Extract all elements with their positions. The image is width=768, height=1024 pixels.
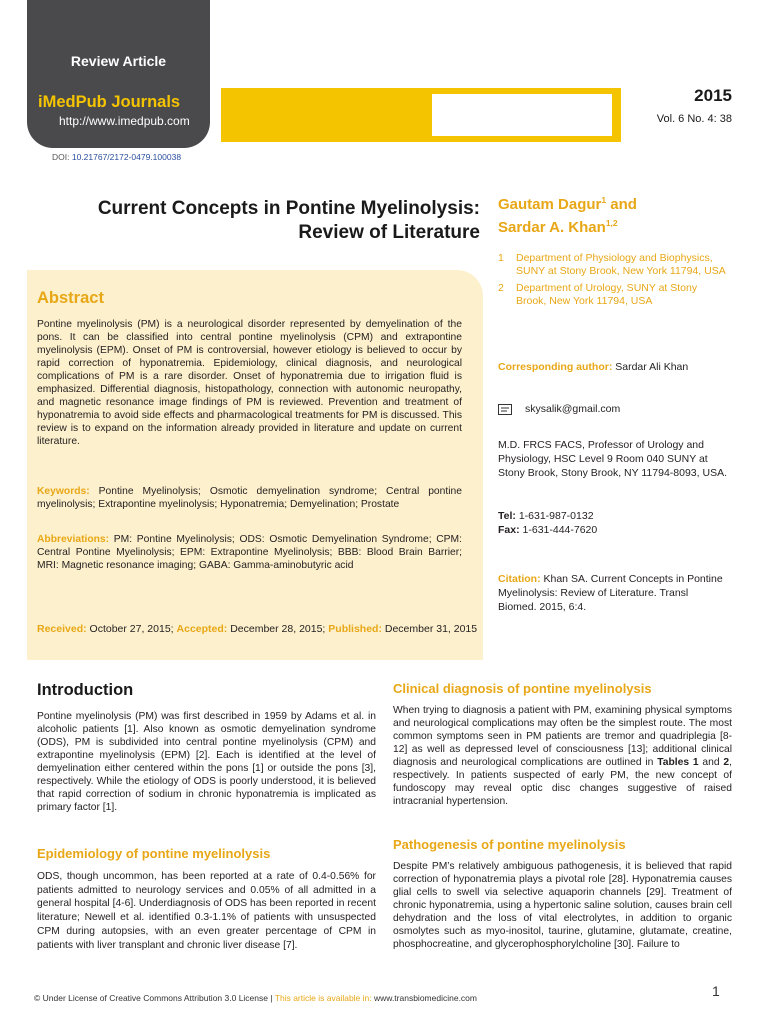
affiliations: [498, 252, 728, 312]
citation: [498, 572, 728, 614]
corresponding-author: [498, 361, 688, 373]
tel-label: Tel:: [498, 510, 516, 522]
keywords: [37, 485, 462, 511]
affiliation-text: Department of Urology, SUNY at Stony Brook, New York 11794, USA: [516, 282, 698, 307]
introduction-text: Pontine myelinolysis (PM) was first described in 1959 by Adams et al. in alcoholic patients [1]. Also known as osmotic demyelination syndrome (ODS), PM is subdivided into central pontine myelinolysis (CPM) and extrapontine myelinolysis (EPM) [2]. Each is identified at the level of demyelination either centered within the pons [1] or outside the pons [3], respectively. While the etiology of ODS is poorly understood, it is believed that rapid correction of sodium in chronic hyponatremia is implicated as primary factor [1].: [37, 711, 376, 813]
postal-address: M.D. FRCS FACS, Professor of Urology and Physiology, HSC Level 9 Room 040 SUNY at Stony Brook, Stony Brook, NY 11794-8093, USA.: [498, 439, 727, 479]
article-title: [60, 197, 480, 245]
abbreviations-label: Abbreviations:: [37, 534, 110, 545]
keywords-label: Keywords:: [37, 486, 90, 497]
epidemiology-heading: Epidemiology of pontine myelinolysis: [37, 846, 271, 861]
tel-line: [498, 509, 597, 523]
journal-header-panel: [27, 0, 210, 148]
title-line-1: Current Concepts in Pontine Myelinolysis:: [97, 198, 480, 219]
doi-label: DOI:: [52, 152, 70, 162]
author-1: Gautam Dagur: [498, 196, 602, 213]
affiliation-text: Department of Physiology and Biophysics, SUNY at Stony Brook, New York 11794, USA: [516, 252, 726, 277]
fax-number: 1-631-444-7620: [522, 524, 598, 536]
tel-number: 1-631-987-0132: [518, 510, 594, 522]
doi: [52, 152, 181, 162]
published-label: Published:: [328, 623, 382, 635]
email-row: [498, 403, 620, 415]
footer: [34, 993, 477, 1003]
license-text: © Under License of Creative Commons Attribution 3.0 License: [34, 993, 268, 1003]
published-date: December 31, 2015: [384, 623, 478, 635]
table-ref-1[interactable]: Tables 1: [657, 757, 699, 768]
received-date: October 27, 2015;: [89, 623, 174, 635]
footer-separator: |: [268, 993, 275, 1003]
doi-link[interactable]: 10.21767/2172-0479.100038: [71, 152, 182, 162]
email-address[interactable]: skysalik@gmail.com: [525, 403, 621, 415]
journal-issn: ISSN 2172-0479: [517, 115, 610, 129]
table-ref-2[interactable]: 2: [723, 757, 730, 768]
affiliation-item: [498, 282, 728, 308]
citation-label: Citation:: [498, 573, 541, 585]
title-line-2: Review of Literature: [298, 222, 480, 243]
journal-info: [395, 98, 610, 130]
clinical-text-and: and: [698, 757, 724, 768]
epidemiology-text: ODS, though uncommon, has been reported at a rate of 0.4-0.56% for patients admitted to neurology services and 0.05% of all admitted in a general hospital [4-6]. Underdiagnosis of ODS has been reported in recent literature; Newell et al. identified 0.3-1.1% of patients with unsuspected CPM during autopsies, with an even greater percentage of CPM in patients with liver transplant and chronic liver disease [7].: [37, 871, 376, 951]
publisher-url[interactable]: http://www.imedpub.com: [59, 114, 190, 128]
fax-label: Fax:: [498, 524, 520, 536]
page-number: 1: [712, 983, 720, 999]
journal-website-link[interactable]: www.transbiomedicine.com: [371, 993, 477, 1003]
contact-numbers: [498, 509, 597, 537]
affiliation-number: 1: [498, 252, 504, 264]
author-and: and: [606, 196, 637, 213]
fax-line: [498, 523, 597, 537]
citation-text: Khan SA. Current Concepts in Pontine Myelinolysis: Review of Literature. Transl Biomed. 2015, 6:4.: [498, 573, 723, 613]
keywords-text: Pontine Myelinolysis; Osmotic demyelination syndrome; Central pontine myelinolysis; Extrapontine myelinolysis; Hyponatremia; Demyelination; Prostate: [37, 486, 462, 510]
clinical-diagnosis-heading: Clinical diagnosis of pontine myelinolysis: [393, 681, 652, 696]
abstract-heading: Abstract: [37, 289, 104, 307]
author-1-affil: 1: [601, 195, 607, 205]
publisher-name: iMedPub Journals: [38, 93, 181, 111]
publication-dates: [37, 622, 480, 636]
abbreviations-text: PM: Pontine Myelinolysis; ODS: Osmotic Demyelination Syndrome; CPM: Central Pontine Myelinolysis; EPM: Extrapontine Myelinolysis; BBB: Blood Brain Barrier; MRI: Magnetic resonance imaging; GABA: Gamma-aminobutyric acid: [37, 534, 462, 571]
affiliation-item: [498, 252, 728, 278]
pathogenesis-text: Despite PM’s relatively ambiguous pathogenesis, it is believed that rapid correction of hyponatremia plays a pivotal role [28]. Hyponatremia causes glial cells to swell via selective aquaporin channels [29]. Treatment of chronic hyponatremia, using a hypertonic saline solution, causes brain cell dehydration and the loss of vital electrolytes, in addition to organic osmolytes such as myo-inositol, taurine, glutamine, glutamate, creatine, phosphocreatine, and glycerophosphorylcholine [30]. Failure to: [393, 861, 732, 950]
journal-name: Translational Biomedicine: [467, 99, 610, 113]
affiliation-number: 2: [498, 282, 504, 294]
author-2-affil: 1,2: [605, 218, 618, 228]
corresponding-label: Corresponding author:: [498, 361, 613, 373]
clinical-text-part-2: , respectively. In patients suspected of early PM, the new concept of fundoscopy may reveal optic disc changes suggestive of raised intracranial hypertension.: [393, 757, 732, 807]
abbreviations: [37, 533, 462, 572]
author-2: Sardar A. Khan: [498, 219, 606, 236]
clinical-diagnosis-text: [393, 704, 732, 808]
publication-year: 2015: [694, 86, 732, 105]
received-label: Received:: [37, 623, 87, 635]
clinical-text-part-1: When trying to diagnosis a patient with PM, examining physical symptoms and neurological complications may often be the simplest route. The most common symptoms seen in PM patients are tremor and quadriplegia [8-12] as well as depressed level of consciousness [13]; additional clinical diagnosis and neurological complications are outlined in: [393, 705, 732, 768]
corresponding-name: Sardar Ali Khan: [615, 361, 689, 373]
pathogenesis-heading: Pathogenesis of pontine myelinolysis: [393, 837, 626, 852]
availability-label: This article is available in:: [274, 993, 372, 1003]
author-list: [498, 191, 758, 237]
accepted-date: December 28, 2015;: [230, 623, 326, 635]
accepted-label: Accepted:: [176, 623, 228, 635]
envelope-icon: [498, 404, 512, 415]
abstract-text: Pontine myelinolysis (PM) is a neurological disorder represented by demyelination of the pons. It can be classified into central pontine myelinolysis (CPM) and extrapontine myelinolysis (EPM). Onset of PM is controversial, however etiology is believed to occur by rapid correction of hyponatremia. Epidemiology, clinical diagnosis, and neurological complications of PM is a rare disorder. Onset of hyponatremia due to irrigation fluid is emphasized. Differential diagnosis, histopathology, connection with autonomic neuropathy, and magnetic resonance image findings of PM is reviewed. Prevention and treatment of hyponatremia to avoid side effects and pharmacological treatments for PM is discussed. This review is to expand on the information already provided in literature and update on current literature.: [37, 319, 462, 447]
volume-info: Vol. 6 No. 4: 38: [656, 113, 732, 125]
introduction-heading: Introduction: [37, 681, 134, 699]
article-type: Review Article: [70, 53, 167, 69]
